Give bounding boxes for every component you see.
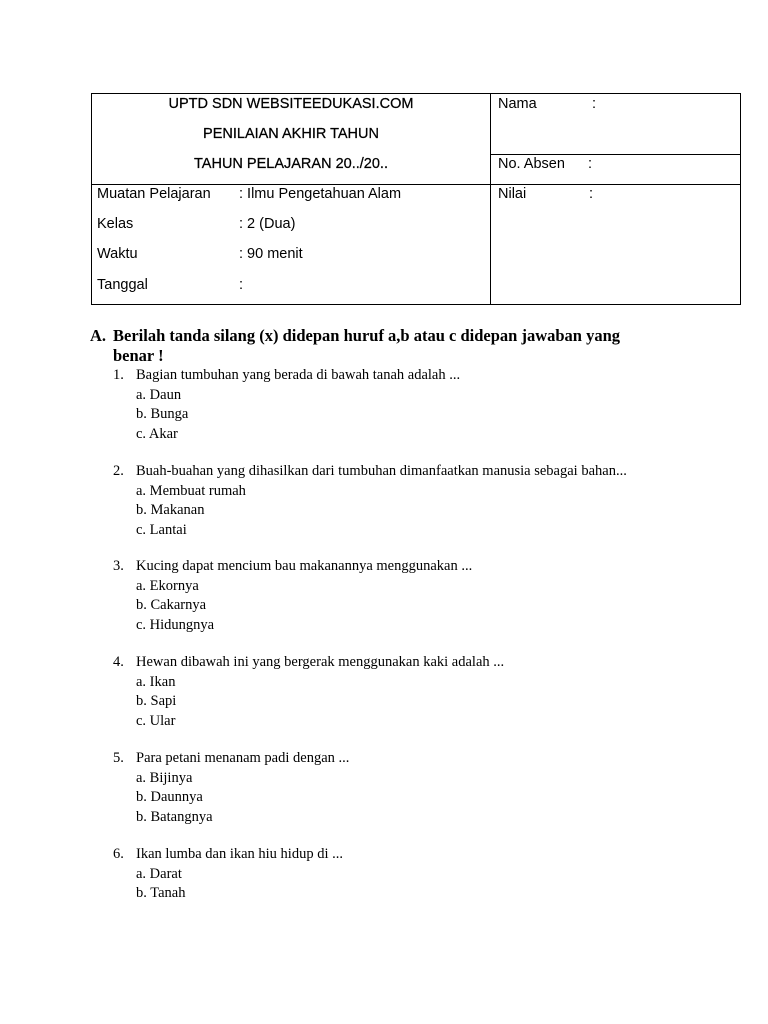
subject-label: Muatan Pelajaran xyxy=(97,186,211,202)
absence-number-value: : xyxy=(588,156,593,172)
question-text: Bagian tumbuhan yang berada di bawah tanah adalah ... xyxy=(136,367,461,383)
answer-option: a. Bijinya xyxy=(136,769,193,786)
time-label: Waktu xyxy=(97,246,138,262)
section-letter: A. xyxy=(90,326,107,345)
column-divider xyxy=(490,94,491,304)
question-text: Ikan lumba dan ikan hiu hidup di ... xyxy=(136,846,343,862)
answer-option: a. Ikan xyxy=(136,673,176,690)
question-text: Kucing dapat mencium bau makanannya menggunakan ... xyxy=(136,558,473,574)
question-text: Hewan dibawah ini yang bergerak menggunakan kaki adalah ... xyxy=(136,654,505,670)
answer-option: b. Cakarnya xyxy=(136,597,207,613)
answer-option: c. Lantai xyxy=(136,521,187,538)
question-number: 1. xyxy=(113,367,124,383)
score-value: : xyxy=(589,186,594,202)
answer-option: b. Daunnya xyxy=(136,789,203,805)
answer-option: a. Daun xyxy=(136,386,182,403)
absence-number-label: No. Absen xyxy=(498,156,565,172)
question-number: 4. xyxy=(113,654,124,670)
answer-option: c. Akar xyxy=(136,425,178,442)
answer-option: a. Membuat rumah xyxy=(136,482,246,499)
answer-option: a. Darat xyxy=(136,865,182,882)
question-number: 3. xyxy=(113,558,124,574)
question-text: Para petani menanam padi dengan ... xyxy=(136,750,350,766)
school-year: TAHUN PELAJARAN 20../20.. xyxy=(194,156,388,172)
question-number: 2. xyxy=(113,463,124,479)
answer-option: b. Bunga xyxy=(136,406,189,422)
answer-option: c. Hidungnya xyxy=(136,616,215,633)
class-label: Kelas xyxy=(97,216,134,232)
school-name: UPTD SDN WEBSITEEDUKASI.COM xyxy=(168,96,414,112)
answer-option: b. Makanan xyxy=(136,502,205,518)
date-label: Tanggal xyxy=(97,277,148,293)
name-value: : xyxy=(592,96,597,112)
name-label: Nama xyxy=(498,96,537,112)
date-value: : xyxy=(239,277,244,293)
section-instruction-text: Berilah tanda silang (x) didepan huruf a,b atau c didepan jawaban yang benar ! xyxy=(113,326,621,365)
exam-title: PENILAIAN AKHIR TAHUN xyxy=(203,126,379,142)
row-divider xyxy=(491,184,740,185)
class-value: : 2 (Dua) xyxy=(239,216,296,232)
question-number: 5. xyxy=(113,750,124,766)
answer-option: b. Batangnya xyxy=(136,808,213,825)
answer-option: a. Ekornya xyxy=(136,577,199,594)
answer-option: b. Sapi xyxy=(136,693,177,709)
question-text: Buah-buahan yang dihasilkan dari tumbuhan dimanfaatkan manusia sebagai bahan... xyxy=(136,463,627,479)
subject-value: : Ilmu Pengetahuan Alam xyxy=(239,186,402,202)
answer-option: b. Tanah xyxy=(136,885,186,901)
answer-option: c. Ular xyxy=(136,712,176,729)
score-label: Nilai xyxy=(498,186,527,202)
time-value: : 90 menit xyxy=(239,246,303,262)
exam-header-table xyxy=(91,93,741,305)
question-number: 6. xyxy=(113,846,124,862)
